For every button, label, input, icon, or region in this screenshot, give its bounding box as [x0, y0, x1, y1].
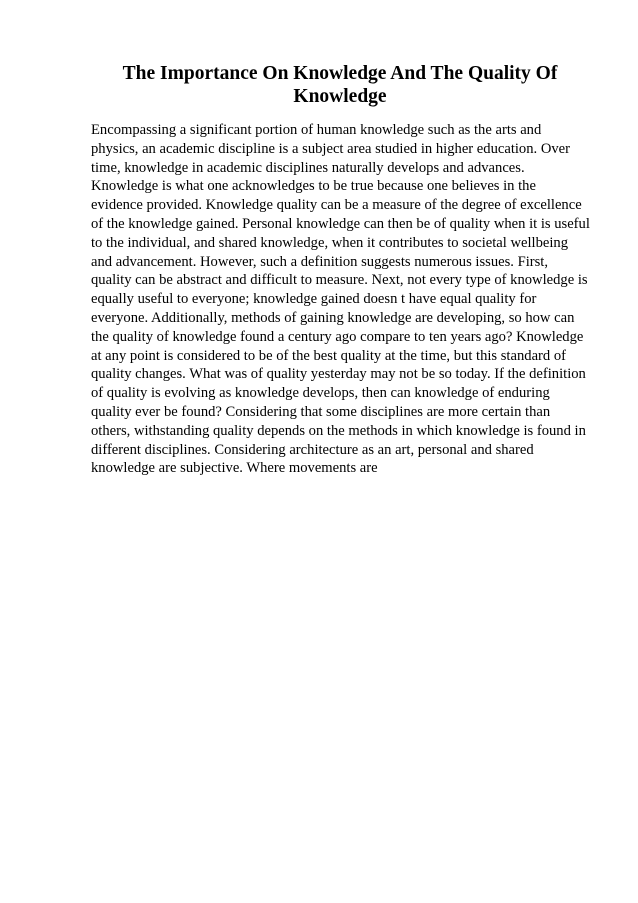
document-title: The Importance On Knowledge And The Quality Of Knowledge	[122, 63, 558, 107]
document-body: Encompassing a significant portion of human knowledge such as the arts and physics, an academic discipline is a subject area studied in higher education. Over time, knowledge in academic disciplines naturally develops and advances. Knowledge is what one acknowledges to be true because one believes in the evidence provided. Knowledge quality can be a measure of the degree of excellence of the knowledge gained. Personal knowledge can then be of quality when it is useful to the individual, and shared knowledge, when it contributes to societal wellbeing and advancement. However, such a definition suggests numerous issues. First, quality can be abstract and difficult to measure. Next, not every type of knowledge is equally useful to everyone; knowledge gained doesn t have equal quality for everyone. Additionally, methods of gaining knowledge are developing, so how can the quality of knowledge found a century ago compare to ten years ago? Knowledge at any point is considered to be of the best quality at the time, but this standard of quality changes. What was of quality yesterday may not be so today. If the definition of quality is evolving as knowledge develops, then can knowledge of enduring quality ever be found? Considering that some disciplines are more certain than others, withstanding quality depends on the methods in which knowledge is found in different disciplines. Considering architecture as an art, personal and shared knowledge are subjective. Where movements are	[91, 122, 590, 477]
